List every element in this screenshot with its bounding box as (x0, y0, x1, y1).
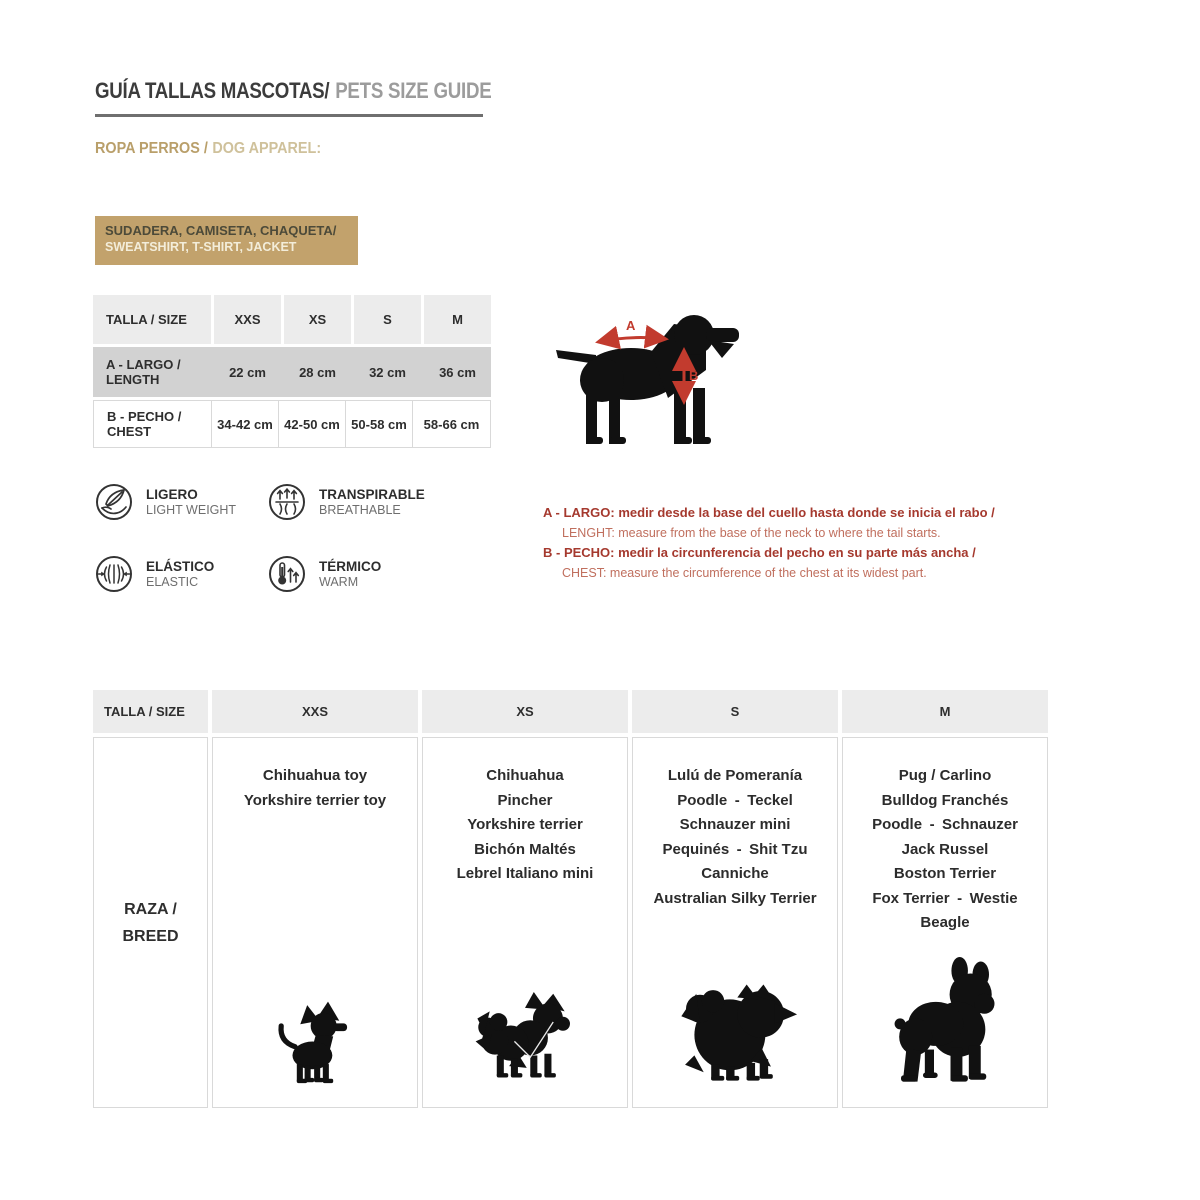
long-haired-chihuahua-silhouette (472, 992, 578, 1089)
length-xxs: 22 cm (229, 364, 266, 380)
breed-cell-xs (422, 737, 628, 1108)
chest-xs: 42-50 cm (278, 401, 345, 447)
note-b-en: CHEST: measure the circumference of the chest at its widest part. (562, 566, 927, 580)
category-line-es: SUDADERA, CAMISETA, CHAQUETA/ (105, 223, 337, 238)
breed-item: Australian Silky Terrier (653, 889, 817, 907)
feature-name-en: ELASTIC (146, 574, 199, 589)
breed-table-body (93, 737, 1048, 1108)
raza-line2: BREED (122, 927, 179, 945)
breed-item: Pequinés - Shit Tzu (662, 840, 808, 858)
label-a: A (626, 318, 636, 333)
feature-elastic (95, 555, 268, 593)
breed-header-xs: XS (422, 690, 628, 733)
breed-item: Bichón Maltés (474, 840, 576, 858)
french-bulldog-silhouette (890, 956, 1000, 1089)
raza-line1: RAZA / (124, 900, 177, 918)
length-m: 36 cm (439, 364, 476, 380)
breed-list-s (633, 738, 837, 911)
breed-item: Yorkshire terrier toy (243, 791, 387, 809)
subtitle-en: DOG APPAREL: (212, 140, 322, 157)
measuring-notes (543, 503, 995, 583)
length-row-label: A - LARGO / LENGTH (106, 357, 181, 387)
breed-list-xs (423, 738, 627, 887)
length-row (93, 347, 491, 397)
breed-item: Pug / Carlino (898, 767, 992, 784)
breathable-icon (268, 483, 306, 521)
chest-s: 50-58 cm (345, 401, 412, 447)
chest-row-label: B - PECHO / CHEST (94, 401, 211, 447)
category-box (95, 216, 358, 265)
breed-item: Bulldog Franchés (881, 791, 1009, 809)
note-a-es: A - LARGO: medir desde la base del cuello hasta donde se inicia el rabo / (543, 505, 995, 520)
breed-cell-xxs (212, 737, 418, 1108)
feature-breathable (268, 483, 425, 521)
breed-item: Chihuahua toy (262, 767, 368, 784)
size-table-header-label: TALLA / SIZE (93, 295, 211, 344)
breed-item: Yorkshire terrier (467, 816, 583, 833)
breed-cell-m (842, 737, 1048, 1108)
breed-item: Canniche (701, 865, 769, 882)
labrador-silhouette (556, 308, 746, 453)
breed-header-label: TALLA / SIZE (93, 690, 208, 733)
note-a-en: LENGHT: measure from the base of the neck to where the tail starts. (562, 526, 941, 540)
breed-list-m (843, 738, 1047, 936)
page-subtitle (95, 140, 346, 158)
breed-item: Lebrel Italiano mini (456, 865, 594, 882)
chest-m: 58-66 cm (412, 401, 490, 447)
elastic-icon (95, 555, 133, 593)
size-header-xs: XS (284, 295, 351, 344)
chest-xxs: 34-42 cm (211, 401, 278, 447)
breed-item: Beagle (920, 914, 970, 931)
size-header-m: M (424, 295, 491, 344)
length-xs: 28 cm (299, 364, 336, 380)
breed-list-xxs (213, 738, 417, 813)
feature-name-es: TÉRMICO (319, 558, 382, 574)
features-list (95, 483, 425, 593)
feature-name-es: LIGERO (146, 486, 198, 502)
subtitle-es: ROPA PERROS / (95, 140, 208, 157)
breed-cell-s (632, 737, 838, 1108)
feature-name-en: BREATHABLE (319, 502, 401, 517)
breed-item: Jack Russel (901, 840, 989, 858)
size-table (93, 295, 491, 448)
category-line-en: SWEATSHIRT, T-SHIRT, JACKET (105, 240, 297, 254)
feature-name-en: LIGHT WEIGHT (146, 502, 237, 517)
title-en: PETS SIZE GUIDE (335, 78, 492, 103)
breed-header-m: M (842, 690, 1048, 733)
chest-row (93, 400, 491, 448)
size-header-xxs: XXS (214, 295, 281, 344)
breed-item: Schnauzer mini (679, 816, 791, 833)
breed-item: Poodle - Teckel (677, 791, 793, 809)
breed-header-xxs: XXS (212, 690, 418, 733)
breed-item: Boston Terrier (893, 865, 997, 882)
measurement-dog-diagram (556, 308, 746, 458)
pomeranian-silhouette (672, 977, 798, 1089)
label-b: B (689, 368, 699, 383)
size-table-header-row (93, 295, 491, 344)
page-title (95, 78, 492, 117)
size-header-s: S (354, 295, 421, 344)
breed-item: Chihuahua (486, 767, 564, 784)
breed-item: Poodle - Schnauzer (872, 816, 1018, 833)
note-b-es: B - PECHO: medir la circunferencia del pecho en su parte más ancha / (543, 545, 976, 560)
feature-warm (268, 555, 425, 593)
breed-table-header (93, 690, 1048, 733)
length-s: 32 cm (369, 364, 406, 380)
chihuahua-toy-silhouette (276, 1001, 354, 1089)
breed-item: Lulú de Pomeranía (667, 767, 803, 784)
breed-header-s: S (632, 690, 838, 733)
breed-row-label (93, 737, 208, 1108)
breed-item: Fox Terrier - Westie (872, 889, 1018, 907)
feature-name-en: WARM (319, 574, 359, 589)
feature-lightweight (95, 483, 268, 521)
feature-name-es: TRANSPIRABLE (319, 486, 425, 502)
title-es: GUÍA TALLAS MASCOTAS/ (95, 78, 330, 103)
breed-item: Pincher (497, 791, 553, 809)
feature-name-es: ELÁSTICO (146, 558, 215, 574)
feather-hand-icon (95, 483, 133, 521)
thermometer-icon (268, 555, 306, 593)
